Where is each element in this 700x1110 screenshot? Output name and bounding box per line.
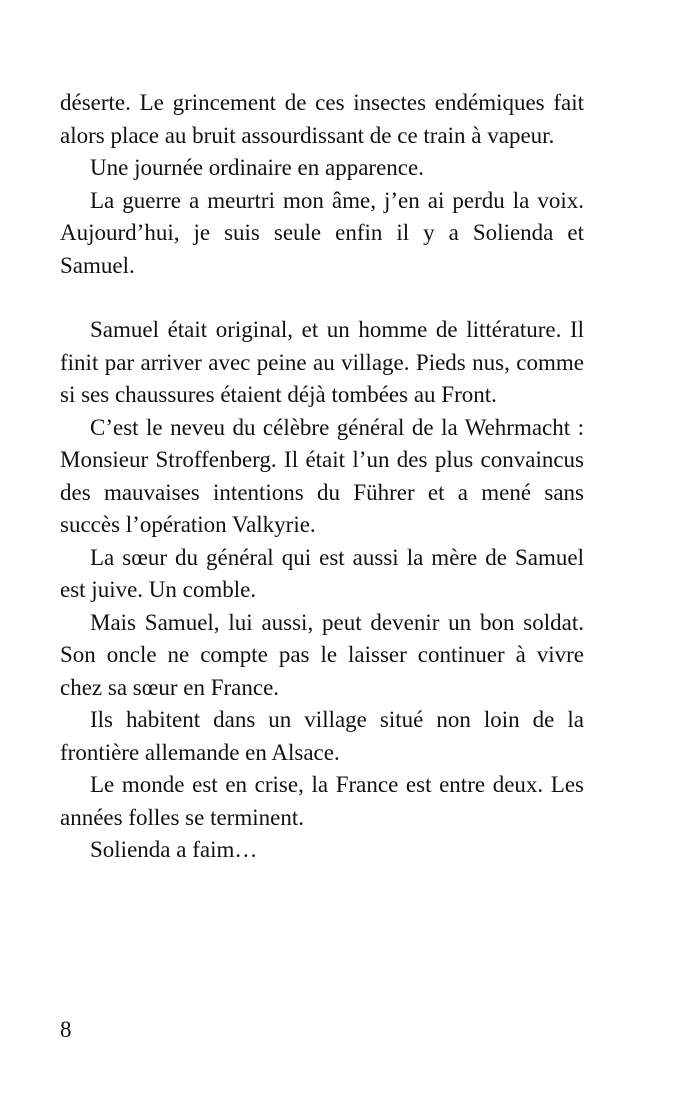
paragraph: déserte. Le grincement de ces insectes endémiques fait alors place au bruit assourdissant de ce train à vapeur. (60, 90, 584, 148)
paragraph: Le monde est en crise, la France est entre deux. Les années folles se terminent. (60, 772, 584, 830)
page-body (60, 87, 584, 867)
paragraph: Solienda a faim… (90, 837, 258, 862)
paragraph: Samuel était original, et un homme de littérature. Il finit par arriver avec peine au village. Pieds nus, comme si ses chaussures étaient déjà tombées au Front. (60, 317, 584, 407)
section-break (60, 282, 584, 314)
page-number: 8 (60, 1017, 72, 1042)
paragraph: Ils habitent dans un village situé non loin de la frontière allemande en Alsace. (60, 707, 584, 765)
paragraph: Mais Samuel, lui aussi, peut devenir un bon soldat. Son oncle ne compte pas le laisser continuer à vivre chez sa sœur en France. (60, 609, 584, 700)
paragraph: La sœur du général qui est aussi la mère de Samuel est juive. Un comble. (60, 544, 584, 602)
paragraph: La guerre a meurtri mon âme, j’en ai perdu la voix. Aujourd’hui, je suis seule enfin il y a Solienda et Samuel. (60, 187, 584, 278)
paragraph: Une journée ordinaire en apparence. (90, 155, 424, 180)
paragraph: C’est le neveu du célèbre général de la Wehrmacht : Monsieur Stroffenberg. Il était l’un des plus convaincus des mauvaises intentions du Führer et a mené sans succès l’opération Valkyrie. (60, 414, 584, 537)
